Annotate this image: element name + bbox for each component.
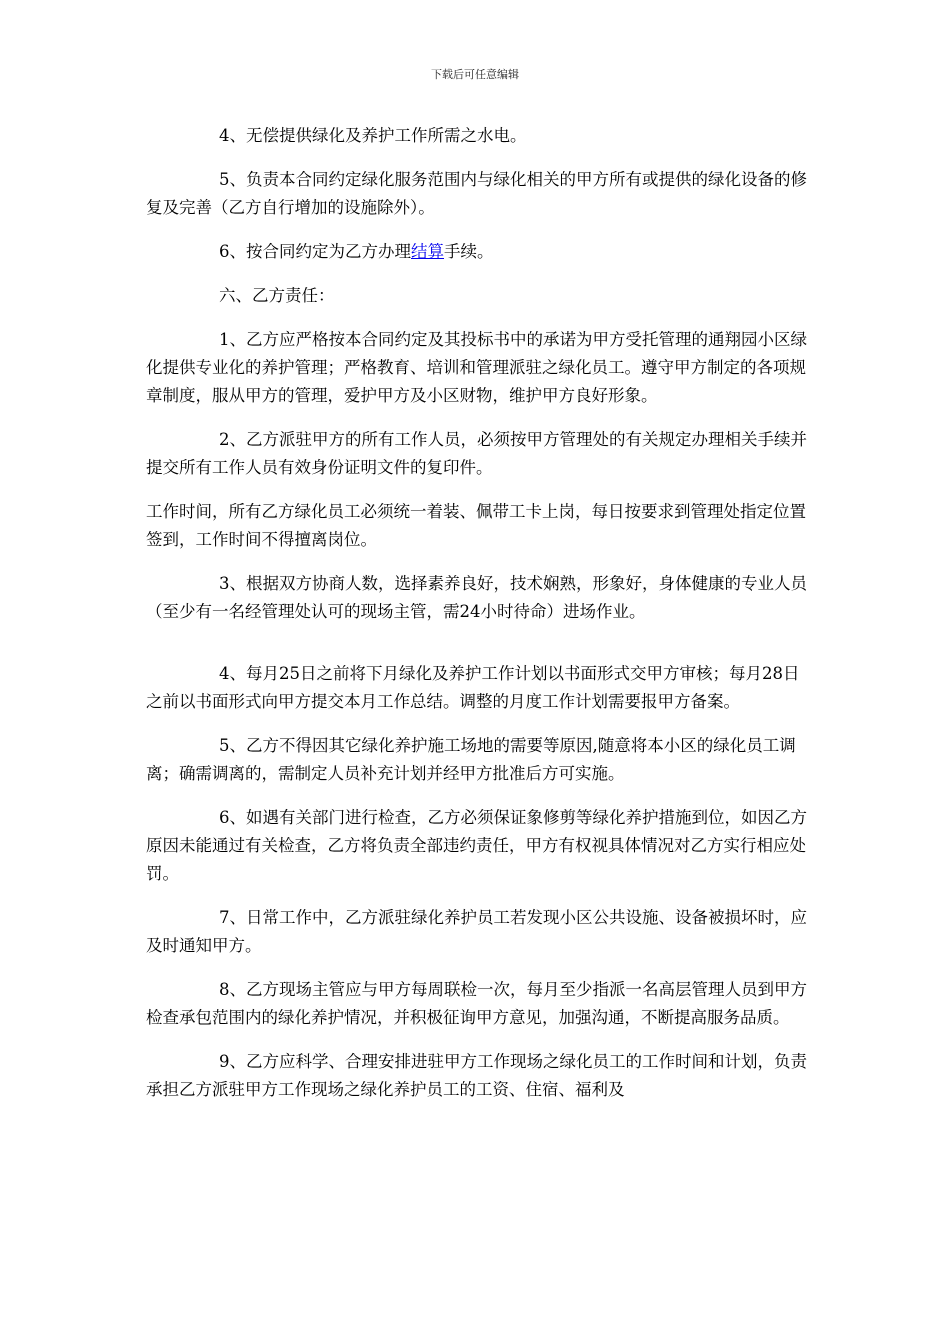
section-heading: 六、乙方责任： bbox=[219, 286, 335, 305]
paragraph-duty-6: 6、如遇有关部门进行检查，乙方必须保证象修剪等绿化养护措施到位，如因乙方原因未能通过有关检查，乙方将负责全部违约责任，甲方有权视具体情况对乙方实行相应处罚。 bbox=[146, 808, 807, 883]
paragraph-item-4: 4、无偿提供绿化及养护工作所需之水电。 bbox=[219, 126, 527, 145]
paragraph-text-after-link: 手续。 bbox=[444, 242, 494, 261]
paragraph-text-before-link: 6、按合同约定为乙方办理 bbox=[219, 242, 411, 261]
paragraph-duty-7: 7、日常工作中，乙方派驻绿化养护员工若发现小区公共设施、设备被损坏时，应及时通知甲方。 bbox=[146, 908, 807, 955]
paragraph-duty-5: 5、乙方不得因其它绿化养护施工场地的需要等原因,随意将本小区的绿化员工调离；确需调离的，需制定人员补充计划并经甲方批准后方可实施。 bbox=[146, 736, 796, 783]
paragraph-duty-4: 4、每月25日之前将下月绿化及养护工作计划以书面形式交甲方审核；每月28日之前以书面形式向甲方提交本月工作总结。调整的月度工作计划需要报甲方备案。 bbox=[146, 664, 800, 711]
paragraph-duty-9: 9、乙方应科学、合理安排进驻甲方工作现场之绿化员工的工作时间和计划，负责承担乙方派驻甲方工作现场之绿化养护员工的工资、住宿、福利及 bbox=[146, 1052, 807, 1099]
paragraph-duty-1: 1、乙方应严格按本合同约定及其投标书中的承诺为甲方受托管理的通翔园小区绿化提供专业化的养护管理；严格教育、培训和管理派驻之绿化员工。遵守甲方制定的各项规章制度，服从甲方的管理，爱护甲方及小区财物，维护甲方良好形象。 bbox=[146, 330, 807, 405]
paragraph-item-5: 5、负责本合同约定绿化服务范围内与绿化相关的甲方所有或提供的绿化设备的修复及完善（乙方自行增加的设施除外）。 bbox=[146, 170, 807, 217]
document-body bbox=[146, 122, 814, 1120]
paragraph-duty-3: 3、根据双方协商人数，选择素养良好，技术娴熟，形象好，身体健康的专业人员（至少有一名经管理处认可的现场主管，需24小时待命）进场作业。 bbox=[146, 574, 807, 621]
paragraph-item-6 bbox=[146, 238, 814, 266]
paragraph-work-hours: 工作时间，所有乙方绿化员工必须统一着装、佩带工卡上岗，每日按要求到管理处指定位置签到，工作时间不得擅离岗位。 bbox=[146, 502, 806, 549]
page-header: 下载后可任意编辑 bbox=[431, 68, 519, 81]
settlement-link[interactable]: 结算 bbox=[411, 242, 444, 261]
paragraph-duty-2: 2、乙方派驻甲方的所有工作人员，必须按甲方管理处的有关规定办理相关手续并提交所有工作人员有效身份证明文件的复印件。 bbox=[146, 430, 807, 477]
paragraph-duty-8: 8、乙方现场主管应与甲方每周联检一次，每月至少指派一名高层管理人员到甲方检查承包范围内的绿化养护情况，并积极征询甲方意见，加强沟通，不断提高服务品质。 bbox=[146, 980, 807, 1027]
